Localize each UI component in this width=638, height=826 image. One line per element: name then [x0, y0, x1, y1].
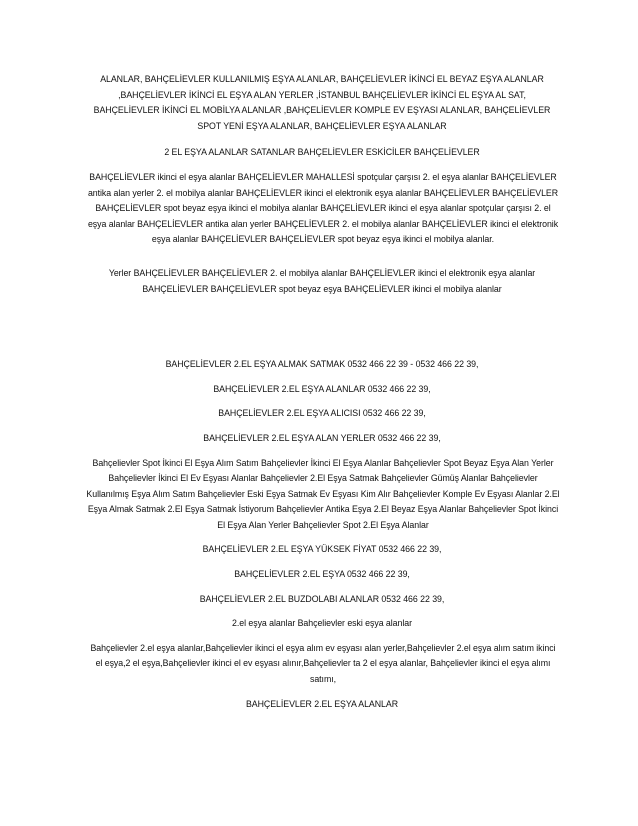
old-items-line: 2.el eşya alanlar Bahçelievler eski eşya alanlar — [232, 618, 412, 629]
final-heading-line: BAHÇELİEVLER 2.EL EŞYA ALANLAR — [245, 698, 399, 709]
closing-keywords-paragraph: Bahçelievler 2.el eşya alanlar,Bahçelievler ikinci el eşya alım ev eşyası alan yerler,Bahçelievler 2.el eşya alım satım ikinci el eşya,2 el eşya,Bahçelievler ikinci el ev eşyası alınır,Bahçelievler ta 2 el eşya alanlar, Bahçelievler ikinci el eşya alımı satımı, — [90, 642, 556, 685]
phone-line-general: BAHÇELİEVLER 2.EL EŞYA 0532 466 22 39, — [234, 569, 410, 580]
phone-line-places: BAHÇELİEVLER 2.EL EŞYA ALAN YERLER 0532 466 22 39, — [203, 432, 441, 443]
subtitle-line: 2 EL EŞYA ALANLAR SATANLAR BAHÇELİEVLER ESKİCİLER BAHÇELİEVLER — [164, 147, 480, 158]
phone-line-buyer: BAHÇELİEVLER 2.EL EŞYA ALICISI 0532 466 22 39, — [218, 408, 426, 419]
phone-line-buy-sell: BAHÇELİEVLER 2.EL EŞYA ALMAK SATMAK 0532 466 22 39 - 0532 466 22 39, — [165, 359, 479, 370]
places-paragraph: Yerler BAHÇELİEVLER BAHÇELİEVLER 2. el mobilya alanlar BAHÇELİEVLER ikinci el elektronik eşya alanlar BAHÇELİEVLER BAHÇELİEVLER spot beyaz eşya BAHÇELİEVLER ikinci el mobilya alanlar — [108, 267, 536, 294]
mixed-case-keywords-paragraph: Bahçelievler Spot İkinci El Eşya Alım Satım Bahçelievler İkinci El Eşya Alanlar Bahçelievler Spot Beyaz Eşya Alan Yerler Bahçelievler İkinci El Ev Eşyası Alanlar Bahçelievler 2.El Eşya Satmak Bahçelievler Gümüş Alanlar Bahçelievler Kullanılmış Eşya Alım Satım Bahçelievler Eski Eşya Satmak Ev Eşyası Kim Alır Bahçelievler Komple Ev Eşyası Alanlar 2.El Eşya Almak Satmak 2.El Eşya Satmak İstiyorum Bahçelievler Antika Eşya 2.El Beyaz Eşya Alanlar Bahçelievler Spot İkinci El Eşya Alan Yerler Bahçelievler Spot 2.El Eşya Alanlar — [86, 457, 560, 530]
intro-keywords-paragraph: ALANLAR, BAHÇELİEVLER KULLANILMIŞ EŞYA ALANLAR, BAHÇELİEVLER İKİNCİ EL BEYAZ EŞYA ALANLAR ,BAHÇELİEVLER İKİNCİ EL EŞYA ALAN YERLER ,İSTANBUL BAHÇELİEVLER İKİNCİ EL EŞYA AL SAT, BAHÇELİEVLER İKİNCİ EL MOBİLYA ALANLAR ,BAHÇELİEVLER KOMPLE EV EŞYASI ALANLAR, BAHÇELİEVLER SPOT YENİ EŞYA ALANLAR, BAHÇELİEVLER EŞYA ALANLAR — [93, 74, 551, 131]
phone-line-high-price: BAHÇELİEVLER 2.EL EŞYA YÜKSEK FİYAT 0532 466 22 39, — [202, 544, 442, 555]
document-page — [86, 72, 560, 712]
keywords-paragraph: BAHÇELİEVLER ikinci el eşya alanlar BAHÇELİEVLER MAHALLESİ spotçular çarşısı 2. el eşya alanlar BAHÇELİEVLER antika alan yerler 2. el mobilya alanlar BAHÇELİEVLER ikinci el elektronik eşya alanlar BAHÇELİEVLER BAHÇELİEVLER BAHÇELİEVLER spot beyaz eşya ikinci el mobilya alanlar BAHÇELİEVLER ikinci el eşya alanlar spotçular çarşısı 2. el eşya alanlar BAHÇELİEVLER antika alan yerler BAHÇELİEVLER 2. el mobilya alanlar BAHÇELİEVLER ikinci el elektronik eşya alanlar BAHÇELİEVLER BAHÇELİEVLER spot beyaz eşya ikinci el mobilya alanlar. — [87, 171, 559, 245]
phone-line-fridge: BAHÇELİEVLER 2.EL BUZDOLABI ALANLAR 0532 466 22 39, — [199, 593, 445, 604]
phone-line-buyers: BAHÇELİEVLER 2.EL EŞYA ALANLAR 0532 466 22 39, — [213, 383, 431, 394]
